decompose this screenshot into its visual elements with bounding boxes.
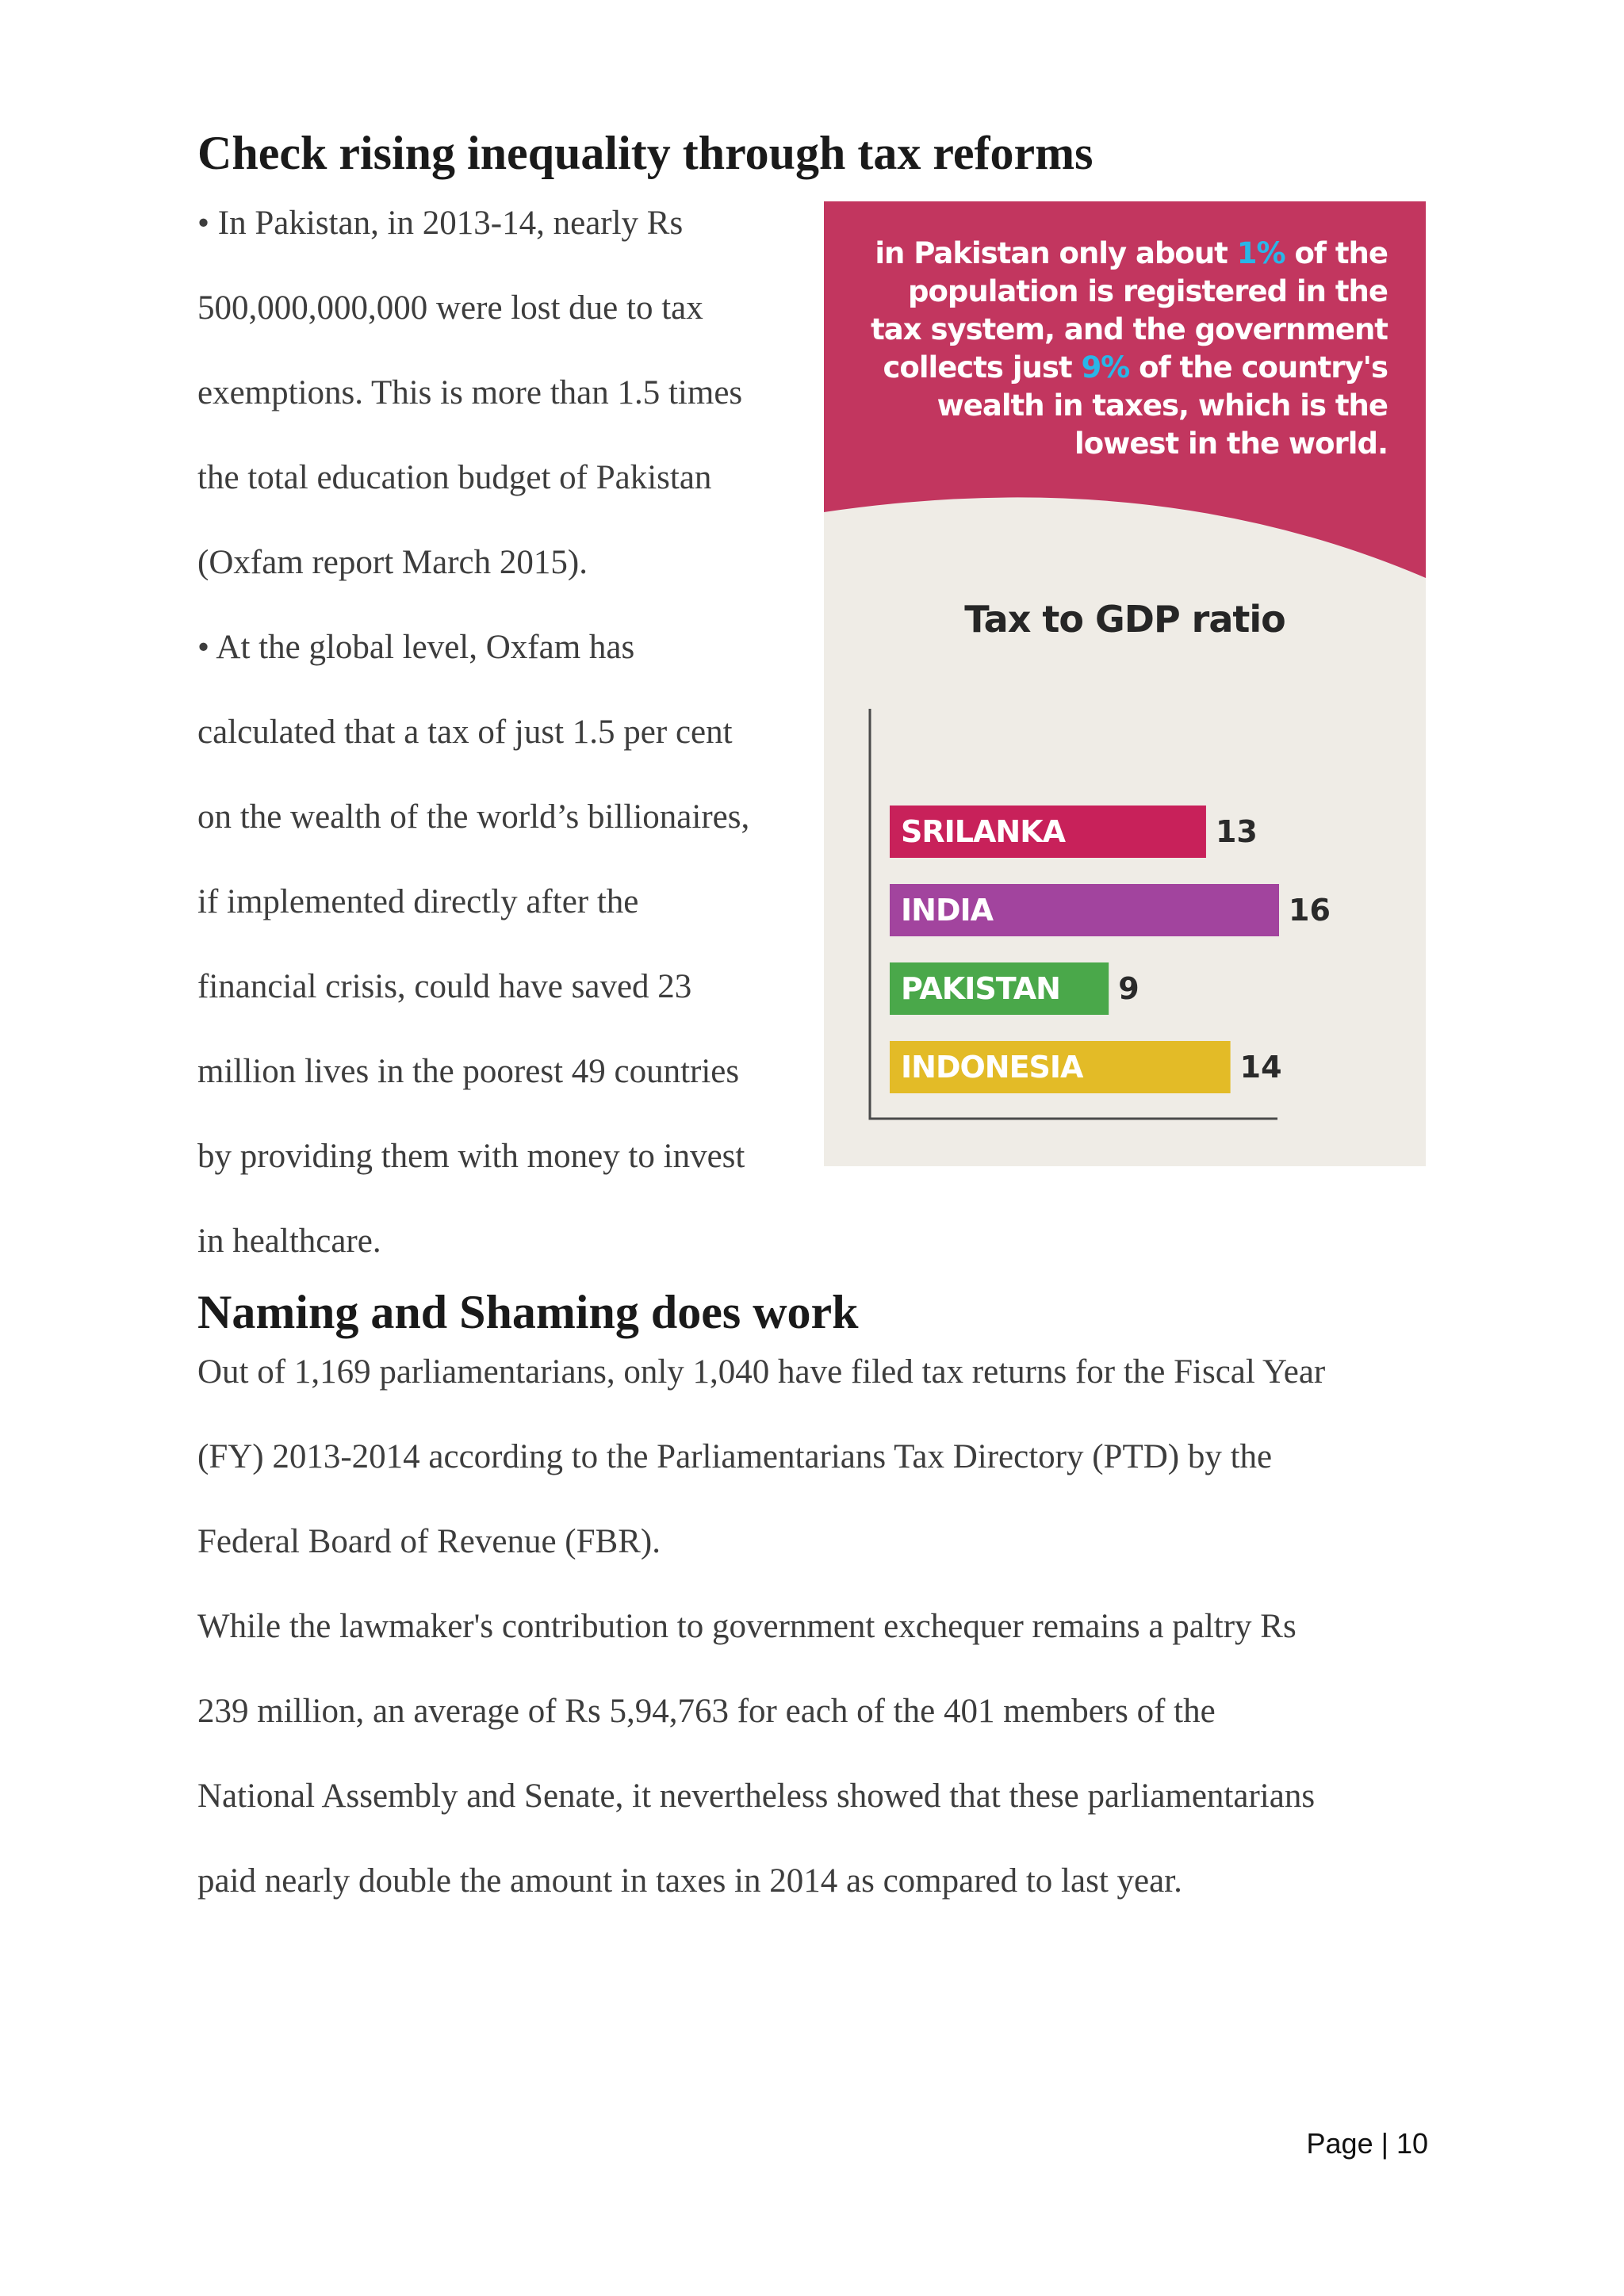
- statement-part: in Pakistan only about: [875, 236, 1237, 270]
- highlight-1-percent: 1%: [1236, 236, 1285, 270]
- paragraph-line: 500,000,000,000 were lost due to tax: [197, 289, 703, 327]
- page-separator: |: [1381, 2127, 1388, 2160]
- bar-value-label: 14: [1239, 1050, 1282, 1085]
- paragraph-line: financial crisis, could have saved 23: [197, 968, 692, 1005]
- highlight-9-percent: 9%: [1081, 350, 1130, 385]
- section-heading-tax-reforms: Check rising inequality through tax reforms: [197, 127, 1094, 179]
- paragraph-line: (Oxfam report March 2015).: [197, 544, 588, 581]
- bar-category-label: PAKISTAN: [901, 971, 1060, 1006]
- paragraph-line: • At the global level, Oxfam has: [197, 629, 635, 666]
- page-label: Page: [1306, 2127, 1373, 2160]
- paragraph-line: 239 million, an average of Rs 5,94,763 for each of the 401 members of the: [197, 1693, 1216, 1730]
- paragraph-line: on the wealth of the world’s billionaires,: [197, 798, 750, 836]
- bar-category-label: INDIA: [901, 893, 994, 928]
- paragraph-line: in healthcare.: [197, 1223, 381, 1260]
- paragraph-line: While the lawmaker's contribution to government exchequer remains a paltry Rs: [197, 1608, 1297, 1645]
- statement-part: of the country's wealth in taxes, which is the lowest in the world.: [936, 350, 1388, 461]
- section-heading-naming-shaming: Naming and Shaming does work: [197, 1286, 859, 1338]
- page-number: 10: [1396, 2127, 1428, 2160]
- paragraph-line: million lives in the poorest 49 countries: [197, 1053, 740, 1090]
- bar-value-label: 13: [1215, 814, 1258, 849]
- bar-category-label: SRILANKA: [901, 814, 1066, 849]
- paragraph-line: calculated that a tax of just 1.5 per cent: [197, 714, 733, 751]
- tax-reforms-text: [197, 181, 808, 1284]
- statement-part: of the population is registered in the tax system, and the government collects just: [871, 236, 1388, 385]
- tax-infographic: [824, 201, 1426, 1166]
- chart-title: Tax to GDP ratio: [964, 598, 1285, 641]
- bar-value-label: 9: [1118, 971, 1139, 1006]
- paragraph-line: the total education budget of Pakistan: [197, 459, 712, 496]
- paragraph-line: exemptions. This is more than 1.5 times: [197, 374, 743, 411]
- paragraph-line: National Assembly and Senate, it nevertheless showed that these parliamentarians: [197, 1777, 1316, 1815]
- bar-category-label: INDONESIA: [901, 1050, 1083, 1085]
- paragraph-line: if implemented directly after the: [197, 883, 639, 920]
- paragraph-line: • In Pakistan, in 2013-14, nearly Rs: [197, 205, 684, 242]
- bar-value-label: 16: [1289, 893, 1331, 928]
- paragraph-line: Out of 1,169 parliamentarians, only 1,040 have filed tax returns for the Fiscal Year: [197, 1353, 1326, 1391]
- paragraph-line: paid nearly double the amount in taxes in 2014 as compared to last year.: [197, 1862, 1182, 1900]
- paragraph-line: (FY) 2013-2014 according to the Parliamentarians Tax Directory (PTD) by the: [197, 1438, 1273, 1475]
- paragraph-line: by providing them with money to invest: [197, 1138, 745, 1175]
- naming-shaming-text: [197, 1330, 1434, 1923]
- paragraph-line: Federal Board of Revenue (FBR).: [197, 1523, 661, 1560]
- tax-gdp-bar-chart: [824, 201, 1426, 1166]
- page-footer: [1307, 2127, 1428, 2160]
